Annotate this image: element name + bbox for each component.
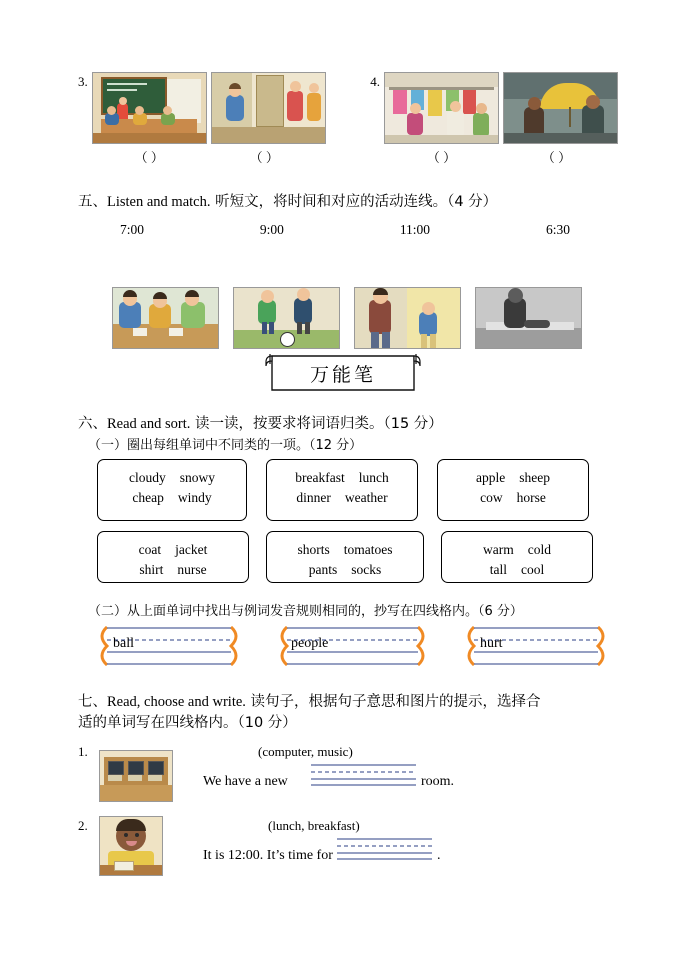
- activity-picture-3: [354, 287, 461, 349]
- q7-number-2: 2.: [78, 818, 88, 833]
- activity-picture-1: [112, 287, 219, 349]
- time-label: 6:30: [545, 222, 570, 237]
- question-number-4: 4.: [370, 74, 380, 89]
- example-word-3: hurt: [480, 636, 503, 651]
- watermark-banner: [264, 352, 422, 394]
- word-group-5[interactable]: shorts tomatoes pants socks: [266, 531, 424, 583]
- q7-picture-1: [99, 750, 173, 802]
- time-label: 9:00: [259, 222, 284, 237]
- picture-3a: [92, 72, 207, 144]
- time-label: 7:00: [120, 222, 145, 237]
- time-label: 11:00: [399, 222, 431, 237]
- banner-text: 万能笔: [309, 363, 376, 386]
- word-group-1[interactable]: cloudy snowy cheap windy: [97, 459, 247, 521]
- section-7-heading: 七、Read, choose and write. 读句子，根据句子意思和图片的提示，选择合: [78, 694, 541, 710]
- word-group-6[interactable]: warm cold tall cool: [441, 531, 593, 583]
- section-6-part1-title: （一）圈出每组单词中不同类的一项。（12 分）: [88, 438, 363, 453]
- fourline-grid-3[interactable]: [462, 626, 610, 664]
- q7-sentence-before-1: We have a new: [203, 774, 288, 789]
- word-group-4[interactable]: coat jacket shirt nurse: [97, 531, 249, 583]
- q7-picture-2: [99, 816, 163, 876]
- section-7-heading-line2: 适的单词写在四线格内。（10 分）: [78, 715, 297, 731]
- q7-number-1: 1.: [78, 744, 88, 759]
- question-group-3: [78, 72, 326, 166]
- q7-choices-2: (lunch, breakfast): [268, 818, 360, 833]
- q7-sentence-after-1: room.: [421, 774, 455, 789]
- activity-picture-2: [233, 287, 340, 349]
- activity-picture-row: [112, 287, 582, 349]
- picture-3b: [211, 72, 326, 144]
- question-group-4: [370, 72, 618, 166]
- example-word-1: ball: [113, 636, 134, 651]
- word-group-3[interactable]: apple sheep cow horse: [437, 459, 589, 521]
- question-number-3: 3.: [78, 74, 88, 89]
- time-labels: [120, 222, 570, 238]
- fourline-grid-1[interactable]: [95, 626, 243, 664]
- section-6-part2-title: （二）从上面单词中找出与例词发音规则相同的，抄写在四线格内。（6 分）: [88, 604, 523, 619]
- picture-row-3-4: [78, 72, 618, 166]
- section-6-heading: 六、Read and sort. 读一读，按要求将词语归类。（15 分）: [78, 416, 443, 432]
- bracket-group-4: （ ） （ ）: [426, 150, 572, 165]
- bracket-group-3: （ ） （ ）: [134, 150, 279, 165]
- fourline-grid-2[interactable]: [275, 626, 430, 664]
- q7-sentence-after-2: .: [437, 848, 441, 863]
- picture-4b: [503, 72, 618, 144]
- q7-choices-1: (computer, music): [258, 744, 353, 759]
- q7-answer-blank-2[interactable]: [337, 838, 432, 860]
- q7-answer-blank-1[interactable]: [311, 764, 416, 786]
- q7-sentence-before-2: It is 12:00. It’s time for: [203, 848, 333, 863]
- picture-4a: [384, 72, 499, 144]
- section-5-heading: 五、Listen and match. 听短文，将时间和对应的活动连线。（4 分）: [78, 194, 498, 210]
- example-word-2: people: [291, 636, 329, 651]
- activity-picture-4: [475, 287, 582, 349]
- word-group-2[interactable]: breakfast lunch dinner weather: [266, 459, 418, 521]
